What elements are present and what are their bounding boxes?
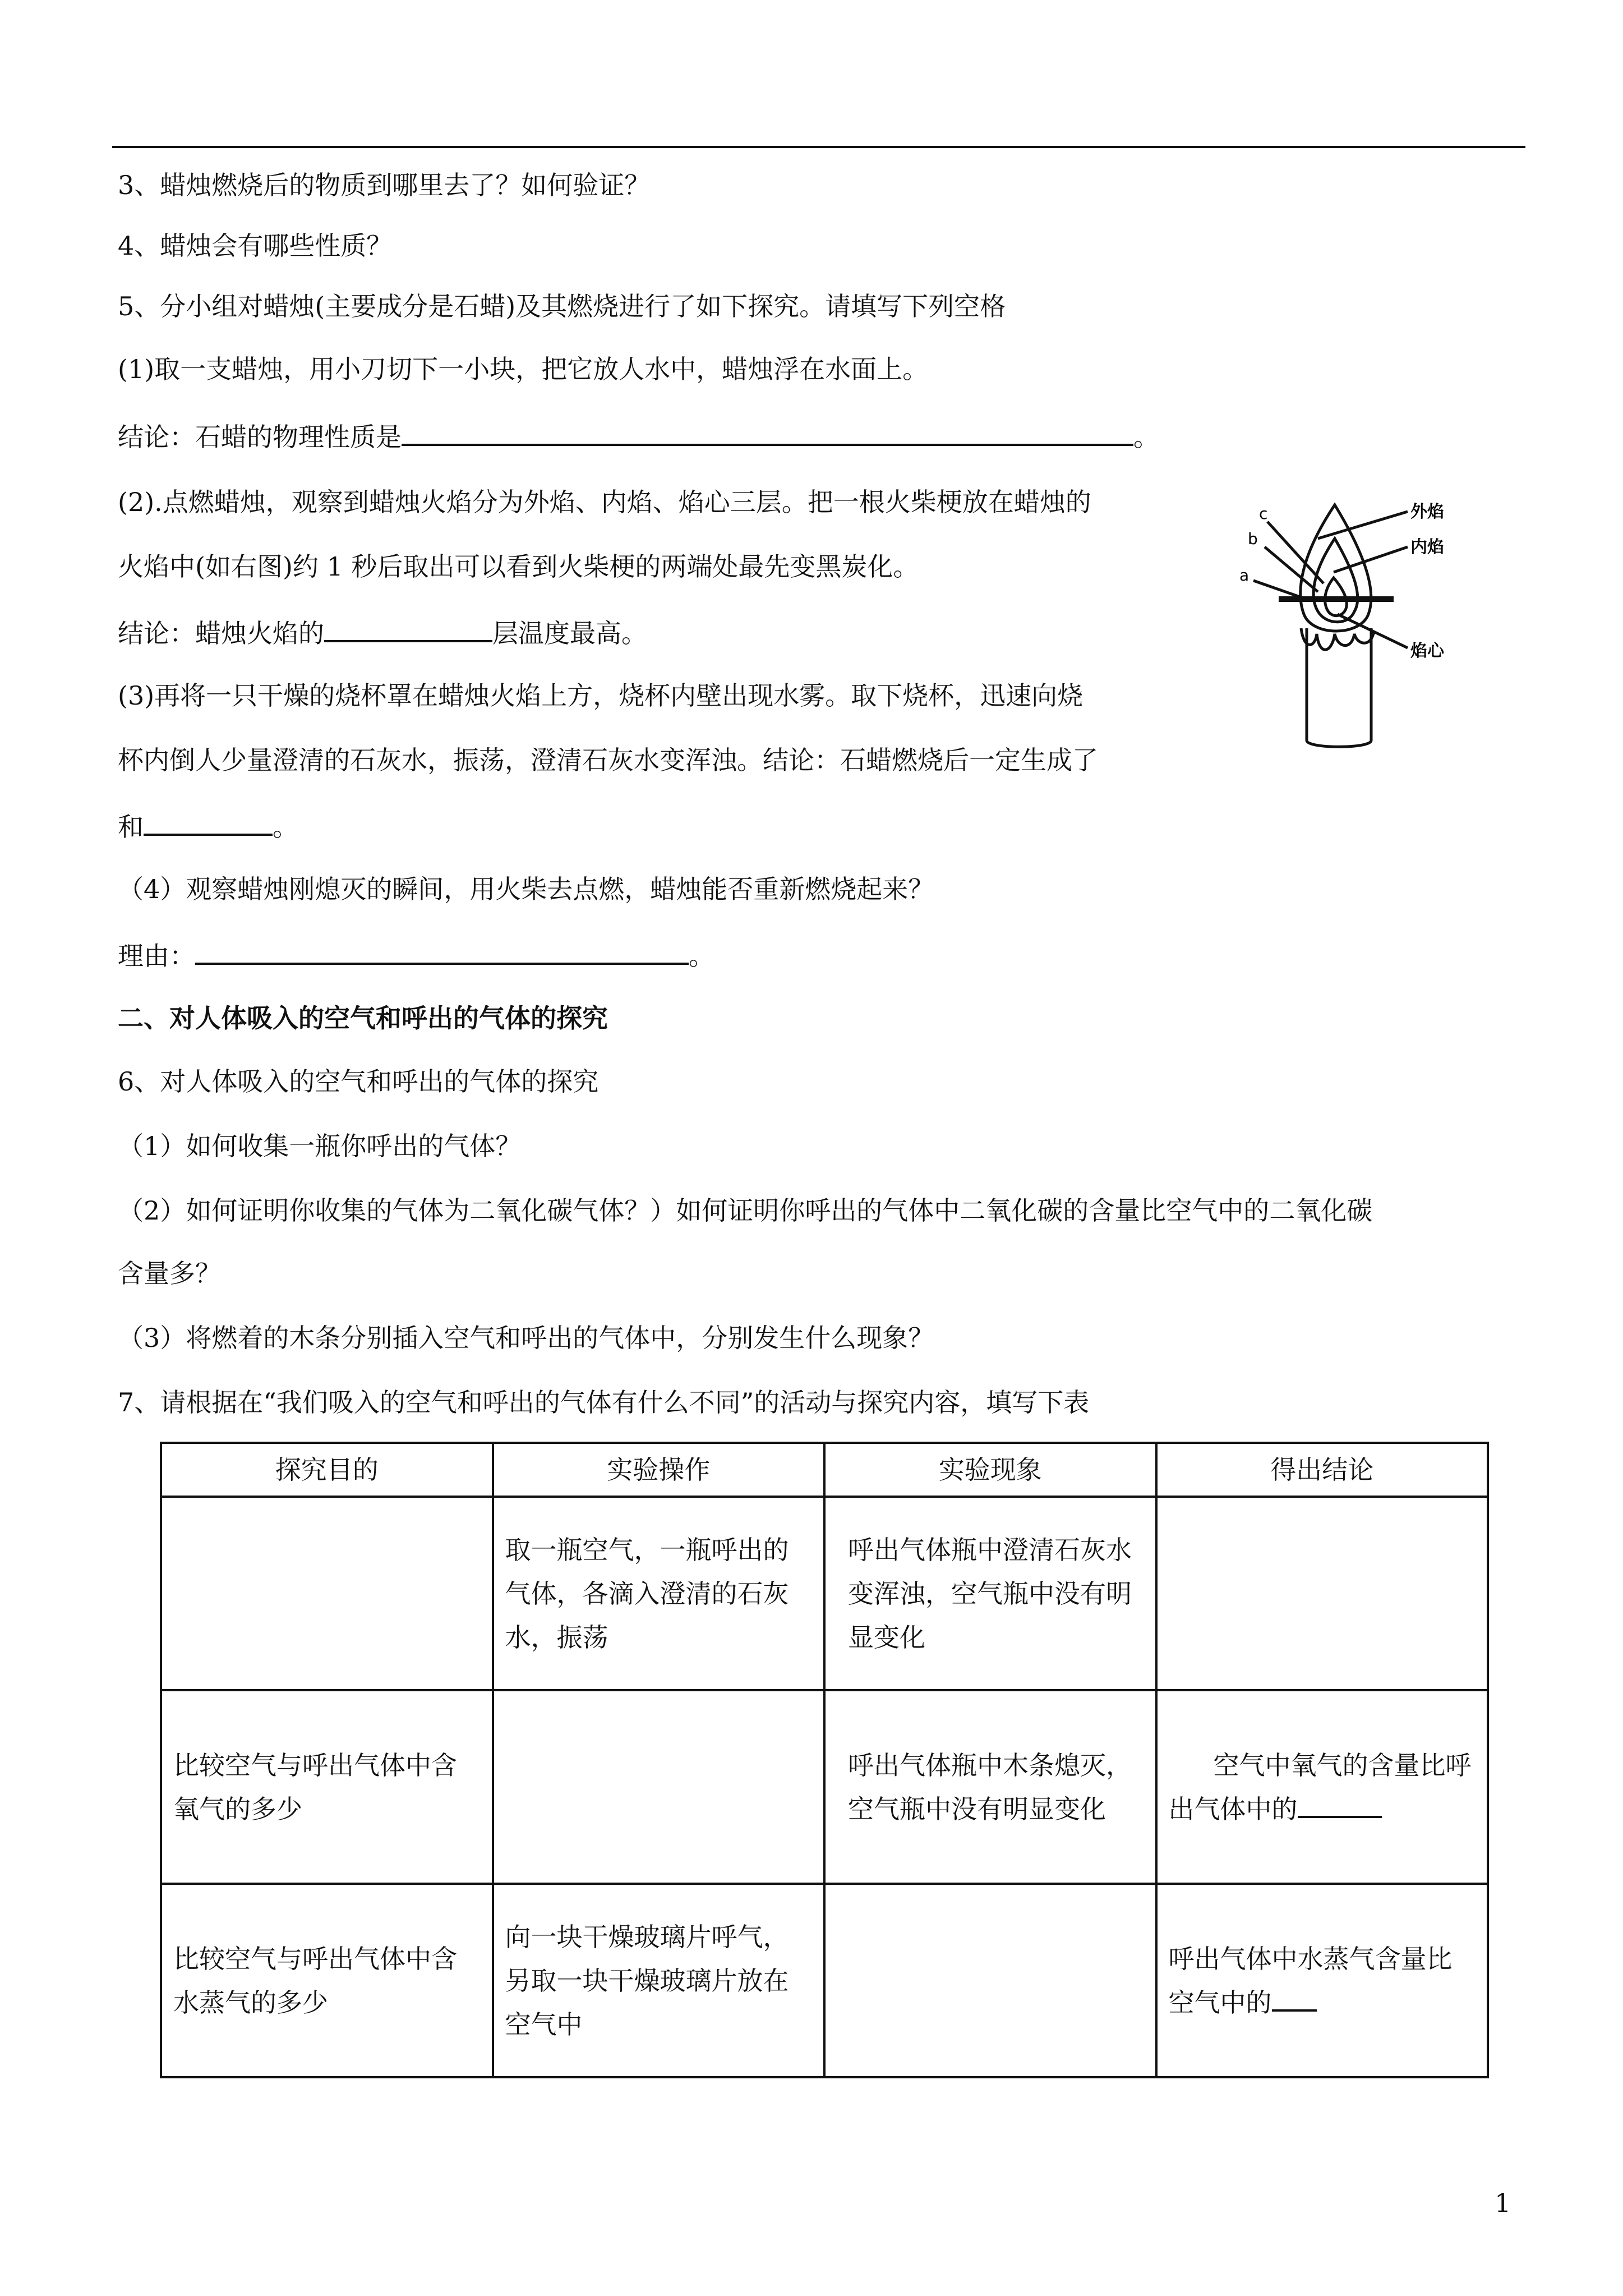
table-cell: 取一瓶空气，一瓶呼出的气体，各滴入澄清的石灰水，振荡 bbox=[493, 1497, 825, 1690]
table-header-row bbox=[161, 1443, 1488, 1497]
question-6-part-2-line-2: 含量多？ bbox=[118, 1258, 221, 1289]
question-6-part-1: （1）如何收集一瓶你呼出的气体？ bbox=[118, 1131, 522, 1161]
candle-flame-diagram bbox=[1239, 494, 1475, 757]
question-5-part-4-reason bbox=[118, 937, 714, 973]
inquiry-table bbox=[160, 1442, 1489, 2078]
section-2-heading: 二、对人体吸入的空气和呼出的气体的探究 bbox=[118, 1003, 608, 1033]
header-operation: 实验操作 bbox=[493, 1443, 825, 1497]
question-5-part-2-line-1: (2).点燃蜡烛，观察到蜡烛火焰分为外焰、内焰、焰心三层。把一根火柴梗放在蜡烛的 bbox=[118, 487, 1091, 517]
question-5-part-1: (1)取一支蜡烛，用小刀切下一小块，把它放人水中，蜡烛浮在水面上。 bbox=[118, 354, 929, 384]
question-5: 5、分小组对蜡烛(主要成分是石蜡)及其燃烧进行了如下探究。请填写下列空格 bbox=[118, 291, 1006, 321]
table-cell: 比较空气与呼出气体中含水蒸气的多少 bbox=[161, 1884, 493, 2077]
table-cell: 向一块干燥玻璃片呼气，另取一块干燥玻璃片放在空气中 bbox=[493, 1884, 825, 2077]
label-inner-flame: 内焰 bbox=[1410, 537, 1444, 557]
period: 。 bbox=[273, 812, 298, 842]
and-label: 和 bbox=[118, 812, 144, 842]
label-b: b bbox=[1248, 530, 1258, 548]
table-cell: 呼出气体瓶中澄清石灰水变浑浊，空气瓶中没有明显变化 bbox=[824, 1497, 1156, 1690]
question-6: 6、对人体吸入的空气和呼出的气体的探究 bbox=[118, 1066, 599, 1097]
reason-label: 理由： bbox=[118, 941, 195, 971]
header-conclusion: 得出结论 bbox=[1156, 1443, 1488, 1497]
label-flame-core: 焰心 bbox=[1410, 641, 1444, 661]
table-row bbox=[161, 1690, 1488, 1884]
period: 。 bbox=[1133, 422, 1159, 452]
label-a: a bbox=[1239, 566, 1249, 585]
header-rule bbox=[112, 146, 1525, 148]
table-cell bbox=[1156, 1690, 1488, 1884]
question-5-part-3-line-3 bbox=[118, 808, 298, 844]
header-phenomenon: 实验现象 bbox=[824, 1443, 1156, 1497]
conclusion-label: 结论：蜡烛火焰的 bbox=[118, 618, 324, 648]
answer-blank[interactable] bbox=[324, 614, 492, 642]
conclusion-label: 结论：石蜡的物理性质是 bbox=[118, 422, 402, 452]
question-5-part-4: （4）观察蜡烛刚熄灭的瞬间，用火柴去点燃，蜡烛能否重新燃烧起来？ bbox=[118, 874, 934, 904]
question-5-part-1-conclusion bbox=[118, 418, 1159, 454]
label-outer-flame: 外焰 bbox=[1410, 502, 1444, 522]
table-row bbox=[161, 1884, 1488, 2077]
answer-blank[interactable] bbox=[1298, 1790, 1382, 1818]
cell-text: 呼出气体中水蒸气含量比空气中的 bbox=[1168, 1943, 1453, 2018]
table-row bbox=[161, 1497, 1488, 1690]
conclusion-tail: 层温度最高。 bbox=[492, 618, 647, 648]
table-cell[interactable] bbox=[824, 1884, 1156, 2077]
question-5-part-2-conclusion bbox=[118, 614, 647, 650]
outer-flame-pointer bbox=[1318, 512, 1408, 539]
question-3: 3、蜡烛燃烧后的物质到哪里去了？如何验证？ bbox=[118, 170, 651, 200]
cell-text: 空气中氧气的含量比呼出气体中的 bbox=[1168, 1750, 1472, 1824]
question-7: 7、请根据在“我们吸入的空气和呼出的气体有什么不同”的活动与探究内容，填写下表 bbox=[118, 1387, 1090, 1418]
question-6-part-3: （3）将燃着的木条分别插入空气和呼出的气体中，分别发生什么现象？ bbox=[118, 1323, 934, 1353]
page-number: 1 bbox=[1495, 2188, 1511, 2218]
answer-blank[interactable] bbox=[1272, 1984, 1317, 2012]
period: 。 bbox=[689, 941, 714, 971]
table-cell: 比较空气与呼出气体中含氧气的多少 bbox=[161, 1690, 493, 1884]
question-5-part-3-line-1: (3)再将一只干燥的烧杯罩在蜡烛火焰上方，烧杯内壁出现水雾。取下烧杯，迅速向烧 bbox=[118, 680, 1083, 711]
answer-blank[interactable] bbox=[195, 937, 689, 965]
question-5-part-3-line-2: 杯内倒人少量澄清的石灰水，振荡，澄清石灰水变浑浊。结论：石蜡燃烧后一定生成了 bbox=[118, 745, 1098, 775]
answer-blank[interactable] bbox=[402, 418, 1133, 446]
label-c: c bbox=[1259, 504, 1268, 523]
question-4: 4、蜡烛会有哪些性质？ bbox=[118, 231, 393, 261]
table-cell: 呼出气体瓶中木条熄灭，空气瓶中没有明显变化 bbox=[824, 1690, 1156, 1884]
candle-body-outline bbox=[1307, 628, 1371, 747]
header-purpose: 探究目的 bbox=[161, 1443, 493, 1497]
table-cell[interactable] bbox=[493, 1690, 825, 1884]
table-cell[interactable] bbox=[1156, 1497, 1488, 1690]
table-cell[interactable] bbox=[161, 1497, 493, 1690]
answer-blank[interactable] bbox=[144, 808, 273, 836]
question-5-part-2-line-2: 火焰中(如右图)约 1 秒后取出可以看到火柴梗的两端处最先变黑炭化。 bbox=[118, 551, 919, 582]
question-6-part-2-line-1: （2）如何证明你收集的气体为二氧化碳气体？）如何证明你呼出的气体中二氧化碳的含量比空气中的二氧化碳 bbox=[118, 1195, 1373, 1226]
table-cell bbox=[1156, 1884, 1488, 2077]
